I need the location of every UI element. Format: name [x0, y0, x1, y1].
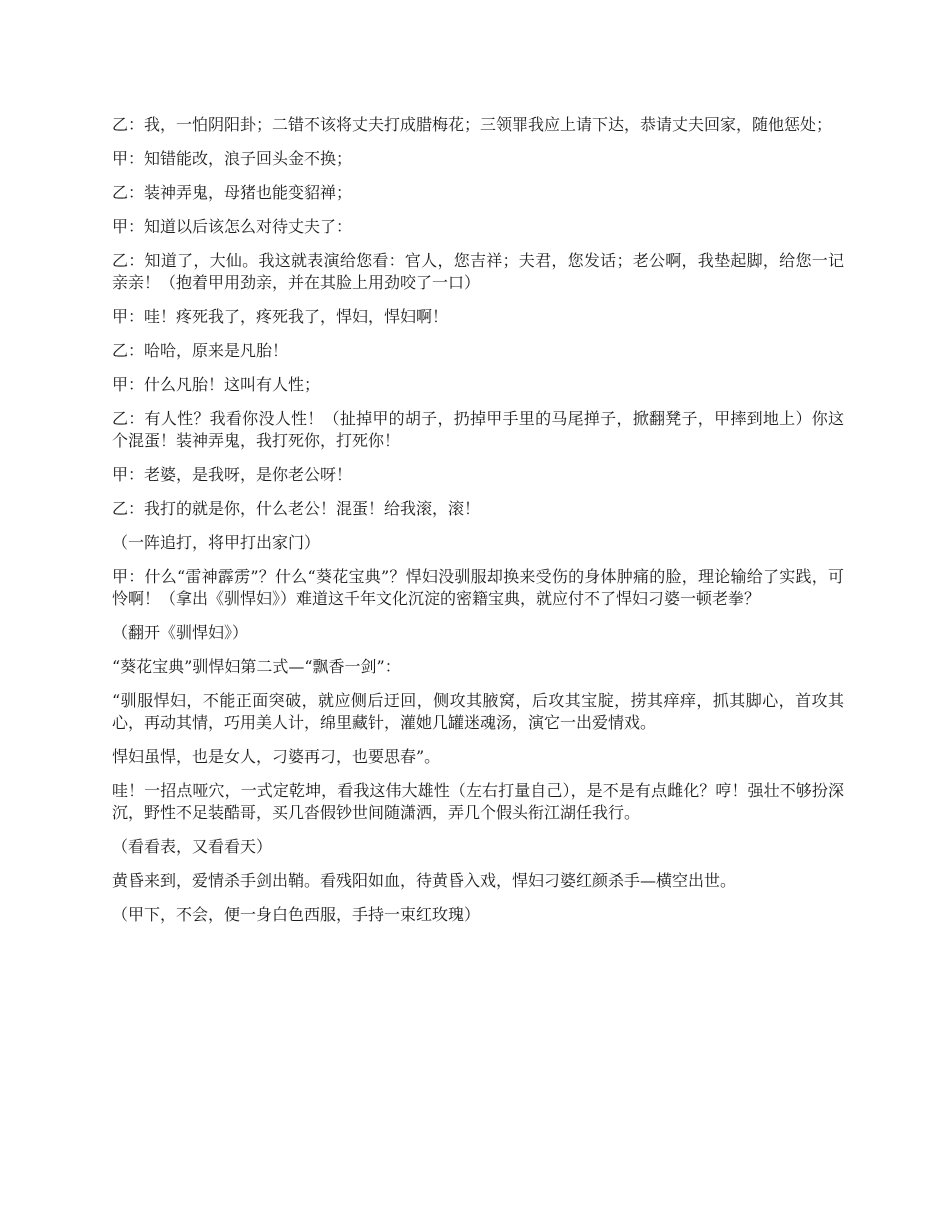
paragraph: 悍妇虽悍，也是女人，刁婆再刁，也要思春”。	[112, 747, 441, 766]
paragraph: 乙：我，一怕阴阳卦；二错不该将丈夫打成腊梅花；三领罪我应上请下达，恭请丈夫回家，随他惩处；	[112, 115, 833, 134]
paragraph: 乙：知道了，大仙。我这就表演给您看：官人，您吉祥；夫君，您发话；老公啊，我垫起脚，给您一记亲亲！（抱着甲用劲亲，并在其脸上用劲咬了一口）	[112, 251, 844, 292]
paragraph: 黄昏来到，爱情杀手剑出鞘。看残阳如血，待黄昏入戏，悍妇刁婆红颜杀手—横空出世。	[112, 871, 737, 890]
paragraph: 乙：我打的就是你，什么老公！混蛋！给我滚，滚！	[112, 499, 481, 518]
paragraph: 哇！一招点哑穴，一式定乾坤，看我这伟大雄性（左右打量自己），是不是有点雌化？哼！强壮不够扮深沉，野性不足装酷哥，买几沓假钞世间随潇洒，弄几个假头衔江湖任我行。	[112, 781, 844, 822]
paragraph: 甲：什么“雷神霹雳”？什么“葵花宝典”？悍妇没驯服却换来受伤的身体肿痛的脸，理论输给了实践，可怜啊！（拿出《驯悍妇》）难道这千年文化沉淀的密籍宝典，就应付不了悍妇刁婆一顿老拳？	[112, 567, 844, 608]
paragraph: 乙：哈哈，原来是凡胎！	[112, 341, 289, 360]
paragraph: （一阵追打，将甲打出家门）	[112, 533, 321, 552]
paragraph: 甲：老婆，是我呀，是你老公呀！	[112, 465, 353, 484]
paragraph: 乙：装神弄鬼，母猪也能变貂禅；	[112, 183, 353, 202]
paragraph: （翻开《驯悍妇》）	[112, 623, 249, 642]
paragraph: 乙：有人性？我看你没人性！（扯掉甲的胡子，扔掉甲手里的马尾掸子，掀翻凳子，甲摔到地上）你这个混蛋！装神弄鬼，我打死你，打死你！	[112, 409, 844, 450]
paragraph: （看看表，又看看天）	[112, 837, 273, 856]
paragraph: 甲：知道以后该怎么对待丈夫了：	[112, 217, 353, 236]
paragraph: 甲：知错能改，浪子回头金不换；	[112, 149, 353, 168]
paragraph: （甲下，不会，便一身白色西服，手持一束红玫瑰）	[112, 905, 481, 924]
paragraph: “驯服悍妇，不能正面突破，就应侧后迂回，侧攻其腋窝，后攻其宝腚，捞其痒痒，抓其脚心，首攻其心，再动其情，巧用美人计，绵里藏针，灌她几罐迷魂汤，演它一出爱情戏。	[112, 691, 844, 732]
document-page	[112, 114, 844, 938]
paragraph: “葵花宝典”驯悍妇第二式—“飘香一剑”：	[112, 657, 401, 676]
paragraph: 甲：哇！疼死我了，疼死我了，悍妇，悍妇啊！	[112, 307, 449, 326]
paragraph: 甲：什么凡胎！这叫有人性；	[112, 375, 321, 394]
